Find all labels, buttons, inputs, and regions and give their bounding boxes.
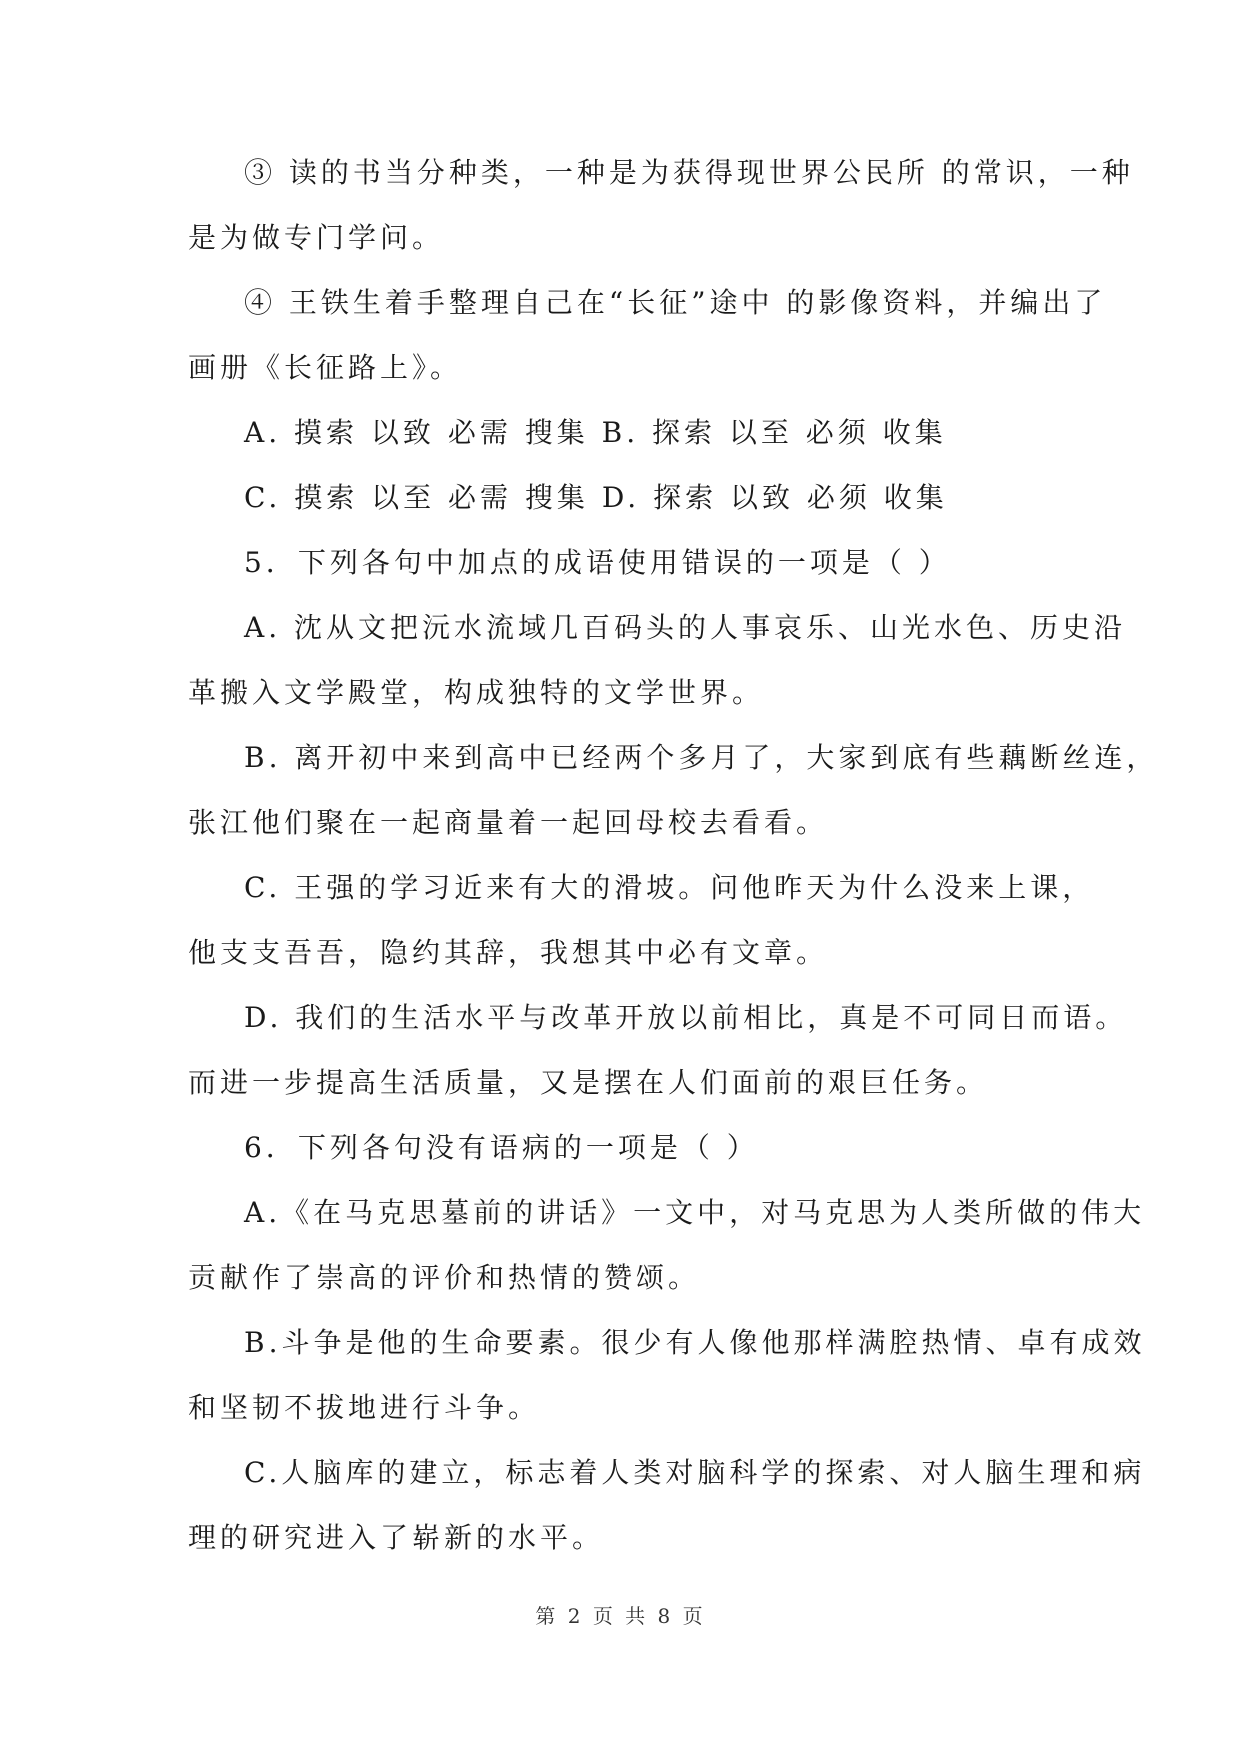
text-line: 画册《长征路上》。 bbox=[188, 351, 463, 384]
text-line: 而进一步提高生活质量，又是摆在人们面前的艰巨任务。 bbox=[188, 1066, 989, 1099]
option-line: D. 我们的生活水平与改革开放以前相比，真是不可同日而语。 bbox=[244, 1001, 1128, 1034]
text-line: 是为做专门学问。 bbox=[188, 221, 445, 254]
option-line: C. 王强的学习近来有大的滑坡。问他昨天为什么没来上课， bbox=[244, 871, 1095, 904]
option-line: B. 离开初中来到高中已经两个多月了，大家到底有些藕断丝连， bbox=[244, 741, 1159, 774]
option-line: A.《在马克思墓前的讲话》一文中，对马克思为人类所做的伟大 bbox=[244, 1196, 1146, 1229]
text-line: ④ 王铁生着手整理自己在“长征”途中 的影像资料，并编出了 bbox=[244, 286, 1107, 319]
text-line: 贡献作了崇高的评价和热情的赞颂。 bbox=[188, 1261, 701, 1294]
option-line: A. 摸索 以致 必需 搜集 B. 探索 以至 必须 收集 bbox=[244, 416, 947, 449]
text-line: 革搬入文学殿堂，构成独特的文学世界。 bbox=[188, 676, 765, 709]
option-line: C. 摸索 以至 必需 搜集 D. 探索 以致 必须 收集 bbox=[244, 481, 948, 514]
text-line: 和坚韧不拔地进行斗争。 bbox=[188, 1391, 541, 1424]
option-line: C.人脑库的建立，标志着人类对脑科学的探索、对人脑生理和病 bbox=[244, 1456, 1146, 1489]
page-content bbox=[188, 155, 1159, 1585]
text-line: 他支支吾吾，隐约其辞，我想其中必有文章。 bbox=[188, 936, 829, 969]
text-line: 理的研究进入了崭新的水平。 bbox=[188, 1521, 605, 1554]
page-number-footer: 第 2 页 共 8 页 bbox=[535, 1604, 706, 1628]
text-line: ③ 读的书当分种类，一种是为获得现世界公民所 的常识，一种 bbox=[244, 156, 1134, 189]
question-title: 6．下列各句没有语病的一项是（ ） bbox=[244, 1131, 759, 1164]
question-title: 5．下列各句中加点的成语使用错误的一项是（ ） bbox=[244, 546, 951, 579]
option-line: B.斗争是他的生命要素。很少有人像他那样满腔热情、卓有成效 bbox=[244, 1326, 1146, 1359]
option-line: A. 沈从文把沅水流域几百码头的人事哀乐、山光水色、历史沿 bbox=[244, 611, 1127, 644]
text-line: 张江他们聚在一起商量着一起回母校去看看。 bbox=[188, 806, 829, 839]
